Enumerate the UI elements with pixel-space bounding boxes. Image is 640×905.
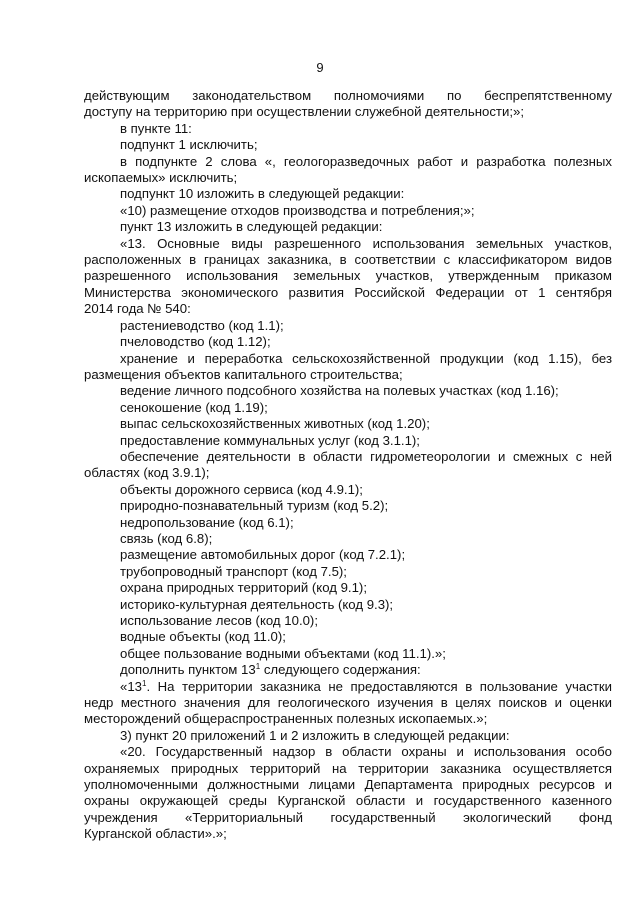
text-line: историко-культурная деятельность (код 9.3); (120, 596, 394, 612)
text-line: размещение автомобильных дорог (код 7.2.1); (120, 547, 406, 563)
text-line: «13. Основные виды разрешенного использования земельных участков, (120, 235, 612, 251)
text-line: хранение и переработка сельскохозяйственной продукции (код 1.15), без (120, 350, 612, 366)
text-line: ископаемых» исключить; (84, 170, 238, 186)
text-line: общее пользование водными объектами (код 11.1).»; (120, 645, 446, 661)
text-line: разрешенного использования земельных участков, утвержденным приказом (84, 268, 612, 284)
text-line: областях (код 3.9.1); (84, 465, 210, 481)
text-line: недропользование (код 6.1); (120, 514, 294, 530)
text-line: 3) пункт 20 приложений 1 и 2 изложить в следующей редакции: (120, 727, 510, 743)
text-line: Министерства экономического развития Российской Федерации от 1 сентября (84, 284, 612, 300)
text-line: использование лесов (код 10.0); (120, 613, 318, 628)
text-line: водные объекты (код 11.0); (120, 629, 286, 645)
page-number: 9 (316, 60, 324, 75)
text-line: недр местного значения для геологического изучения в целях поисков и оценки (84, 695, 612, 711)
text-line: природно-познавательный туризм (код 5.2); (120, 498, 389, 514)
document-body (84, 88, 612, 843)
text-line: пчеловодство (код 1.12); (120, 334, 271, 350)
text-line: месторождений общераспространенных полезных ископаемых.»; (84, 711, 488, 727)
text-line: «20. Государственный надзор в области охраны и использования особо (120, 744, 612, 760)
text-line: Курганской области».»; (84, 826, 227, 842)
text-line: доступу на территорию при осуществлении служебной деятельности;»; (84, 104, 524, 120)
text-line: трубопроводный транспорт (код 7.5); (120, 563, 347, 579)
text-line: «10) размещение отходов производства и потребления;»; (120, 202, 475, 218)
text-line: охрана природных территорий (код 9.1); (120, 580, 367, 596)
text-line: ведение личного подсобного хозяйства на полевых участках (код 1.16); (120, 383, 559, 399)
text-line: действующим законодательством полномочиями по беспрепятственному (84, 88, 612, 103)
text-line: объекты дорожного сервиса (код 4.9.1); (120, 481, 363, 497)
text-line: в подпункте 2 слова «, геологоразведочных работ и разработка полезных (120, 153, 612, 169)
text-line: в пункте 11: (120, 120, 192, 136)
text-line: уполномоченными должностными лицами Департамента природных ресурсов и (84, 777, 612, 793)
text-line: «$13^1$. На территории заказника не предоставляются в пользование участки (120, 678, 612, 694)
text-line: расположенных в границах заказника, в соответствии с классификатором видов (84, 252, 612, 268)
text-line: растениеводство (код 1.1); (120, 317, 284, 333)
text-line: подпункт 1 исключить; (120, 137, 258, 153)
text-line: дополнить пунктом $13^1$ следующего содержания: (120, 662, 421, 678)
text-line: 2014 года № 540: (84, 301, 191, 317)
text-line: пункт 13 изложить в следующей редакции: (120, 219, 383, 235)
text-line: охраны окружающей среды Курганской области и государственного казенного (84, 793, 612, 809)
text-line: подпункт 10 изложить в следующей редакции: (120, 186, 405, 202)
text-line: выпас сельскохозяйственных животных (код 1.20); (120, 416, 430, 432)
text-line: обеспечение деятельности в области гидрометеорологии и смежных с ней (120, 448, 612, 464)
text-line: учреждения «Территориальный государственный экологический фонд (84, 809, 612, 825)
text-line: сенокошение (код 1.19); (120, 399, 268, 415)
text-line: охраняемых природных территорий на территории заказника осуществляется (84, 760, 612, 776)
text-line: связь (код 6.8); (120, 530, 213, 546)
text-line: предоставление коммунальных услуг (код 3.1.1); (120, 432, 420, 448)
text-line: размещения объектов капитального строительства; (84, 366, 403, 382)
